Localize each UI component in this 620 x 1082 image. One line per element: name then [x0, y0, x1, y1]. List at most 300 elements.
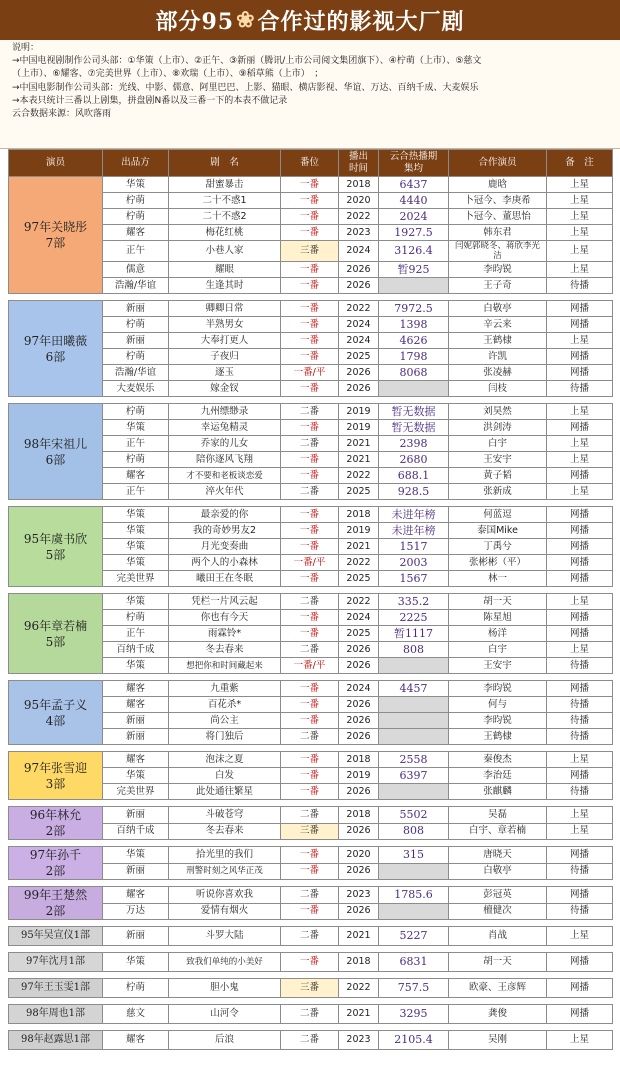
actor-cell: 97年王玉雯1部: [9, 979, 103, 998]
rank-cell: 一番: [281, 768, 339, 784]
header-year-l1: 播出: [348, 151, 368, 162]
note-cell: 上星: [547, 177, 613, 193]
costar-cell: 闫枝: [449, 381, 547, 397]
notes-block: [0, 40, 620, 149]
rank-cell: 一番: [281, 262, 339, 278]
costar-cell: 白宇: [449, 436, 547, 452]
flower-icon: ❀: [236, 7, 256, 33]
note-cell: 上星: [547, 927, 613, 946]
costar-cell: 张麒麟: [449, 784, 547, 800]
company-cell: 柠萌: [103, 404, 169, 420]
heat-cell: [379, 381, 449, 397]
costar-cell: 许凯: [449, 349, 547, 365]
rank-cell: 一番: [281, 420, 339, 436]
note-cell: 上星: [547, 193, 613, 209]
header-year-l2: 时间: [348, 163, 368, 174]
company-cell: 儒意: [103, 262, 169, 278]
actor-name: 99年王楚然: [23, 888, 88, 902]
costar-cell: 丁禹兮: [449, 539, 547, 555]
heat-cell: 4440: [379, 193, 449, 209]
year-cell: 2019: [339, 768, 379, 784]
note-cell: 上星: [547, 807, 613, 824]
group-gap: [9, 1024, 613, 1031]
company-cell: 耀客: [103, 752, 169, 768]
note-cell: 上星: [547, 484, 613, 500]
note-cell: 网播: [547, 887, 613, 904]
year-cell: 2018: [339, 177, 379, 193]
note-cell: 网播: [547, 539, 613, 555]
costar-cell: 韩东君: [449, 225, 547, 241]
company-cell: 大麦娱乐: [103, 381, 169, 397]
actor-cell: [9, 404, 103, 500]
note-cell: 上星: [547, 594, 613, 610]
year-cell: 2026: [339, 784, 379, 800]
rank-cell: 一番: [281, 452, 339, 468]
rank-cell: 一番: [281, 784, 339, 800]
drama-cell: 卿卿日常: [169, 301, 281, 317]
rank-cell: 一番/平: [281, 365, 339, 381]
actor-count: 3部: [45, 776, 66, 791]
table-row: [9, 177, 613, 193]
heat-cell: 3295: [379, 1005, 449, 1024]
heat-cell: 暂925: [379, 262, 449, 278]
costar-cell: 檀健次: [449, 903, 547, 920]
heat-cell: 暂1117: [379, 626, 449, 642]
gap-cell: [9, 500, 613, 507]
costar-cell: 龚俊: [449, 1005, 547, 1024]
drama-cell: 二十不惑1: [169, 193, 281, 209]
note-cell: 上星: [547, 1031, 613, 1050]
note-cell: 网播: [547, 523, 613, 539]
drama-cell: 斗破苍穹: [169, 807, 281, 824]
rank-cell: 一番: [281, 193, 339, 209]
group-gap: [9, 294, 613, 301]
header-company: 出品方: [103, 150, 169, 177]
heat-cell: 3126.4: [379, 241, 449, 262]
year-cell: 2022: [339, 301, 379, 317]
year-cell: 2023: [339, 887, 379, 904]
rank-cell: 三番: [281, 241, 339, 262]
rank-cell: 二番: [281, 887, 339, 904]
year-cell: 2018: [339, 807, 379, 824]
heat-cell: 2024: [379, 209, 449, 225]
note-cell: 待播: [547, 863, 613, 880]
heat-cell: 335.2: [379, 594, 449, 610]
costar-cell: 卜冠今、董思怡: [449, 209, 547, 225]
year-cell: 2025: [339, 626, 379, 642]
rank-cell: 三番: [281, 979, 339, 998]
drama-cell: 想把你和时间藏起来: [169, 658, 281, 674]
drama-cell: 此处通往繁星: [169, 784, 281, 800]
drama-cell: 你也有今天: [169, 610, 281, 626]
year-cell: 2024: [339, 610, 379, 626]
drama-cell: 曦田王在冬眠: [169, 571, 281, 587]
drama-cell: 致我们单纯的小美好: [169, 953, 281, 972]
year-cell: 2019: [339, 523, 379, 539]
costar-cell: 彭冠英: [449, 887, 547, 904]
company-cell: 新丽: [103, 713, 169, 729]
gap-cell: [9, 920, 613, 927]
costar-cell: 秦俊杰: [449, 752, 547, 768]
actor-cell: [9, 752, 103, 800]
heat-cell: 808: [379, 642, 449, 658]
company-cell: 完美世界: [103, 571, 169, 587]
note-cell: 上星: [547, 262, 613, 278]
drama-cell: 后浪: [169, 1031, 281, 1050]
rank-cell: 一番: [281, 209, 339, 225]
gap-cell: [9, 840, 613, 847]
note-cell: 上星: [547, 333, 613, 349]
group-gap: [9, 745, 613, 752]
company-cell: 华策: [103, 658, 169, 674]
actor-name: 97年孙千: [29, 848, 82, 862]
note-cell: 网播: [547, 555, 613, 571]
gap-cell: [9, 946, 613, 953]
company-cell: 完美世界: [103, 784, 169, 800]
costar-cell: 白敬亭: [449, 863, 547, 880]
actor-cell: [9, 594, 103, 674]
year-cell: 2021: [339, 1005, 379, 1024]
heat-cell: 1798: [379, 349, 449, 365]
table-row: [9, 681, 613, 697]
rank-cell: 一番/平: [281, 555, 339, 571]
costar-cell: 唐晓天: [449, 847, 547, 864]
rank-cell: 一番: [281, 953, 339, 972]
note-cell: 待播: [547, 729, 613, 745]
rank-cell: 二番: [281, 729, 339, 745]
year-cell: 2026: [339, 697, 379, 713]
costar-cell: 林一: [449, 571, 547, 587]
drama-cell: 半熟男女: [169, 317, 281, 333]
group-gap: [9, 587, 613, 594]
header-costar: 合作演员: [449, 150, 547, 177]
actor-cell: [9, 887, 103, 920]
heat-cell: 2105.4: [379, 1031, 449, 1050]
table-row: [9, 953, 613, 972]
costar-cell: 王子奇: [449, 278, 547, 294]
costar-cell: 王鹤棣: [449, 729, 547, 745]
header-heat: [379, 150, 449, 177]
year-cell: 2020: [339, 847, 379, 864]
company-cell: 华策: [103, 523, 169, 539]
actor-cell: [9, 507, 103, 587]
gap-cell: [9, 800, 613, 807]
year-cell: 2026: [339, 863, 379, 880]
heat-cell: 757.5: [379, 979, 449, 998]
rank-cell: 一番: [281, 317, 339, 333]
gap-cell: [9, 397, 613, 404]
drama-cell: 陪你逐风飞翔: [169, 452, 281, 468]
table-row: [9, 887, 613, 904]
note-line: （上市）、⑥耀客、⑦完美世界（上市）、⑧欢瑞（上市）、⑨稻草熊（上市） ；: [12, 69, 324, 80]
note-cell: 待播: [547, 381, 613, 397]
actor-cell: 97年沈月1部: [9, 953, 103, 972]
header-row: [9, 150, 613, 177]
year-cell: 2026: [339, 823, 379, 840]
drama-cell: 嫁金钗: [169, 381, 281, 397]
costar-cell: 张彬彬（平）: [449, 555, 547, 571]
drama-cell: 月光变奏曲: [169, 539, 281, 555]
year-cell: 2024: [339, 681, 379, 697]
drama-cell: 刑警时刻之风华正茂: [169, 863, 281, 880]
costar-cell: 欧豪、王彦辉: [449, 979, 547, 998]
company-cell: 华策: [103, 539, 169, 555]
table-row: [9, 507, 613, 523]
year-cell: 2022: [339, 594, 379, 610]
drama-cell: 幸运兔精灵: [169, 420, 281, 436]
company-cell: 正午: [103, 484, 169, 500]
year-cell: 2022: [339, 979, 379, 998]
note-cell: 网播: [547, 365, 613, 381]
actor-cell: 98年赵露思1部: [9, 1031, 103, 1050]
costar-cell: 张新成: [449, 484, 547, 500]
costar-cell: 刘昊然: [449, 404, 547, 420]
heat-cell: 1398: [379, 317, 449, 333]
drama-cell: 泡沫之夏: [169, 752, 281, 768]
costar-cell: 李昀锐: [449, 681, 547, 697]
rank-cell: 一番: [281, 697, 339, 713]
costar-cell: 闫妮郭晓冬、蒋欣李光洁: [449, 241, 547, 262]
company-cell: 柠萌: [103, 452, 169, 468]
heat-cell: 6397: [379, 768, 449, 784]
note-cell: 待播: [547, 903, 613, 920]
company-cell: 百纳千成: [103, 823, 169, 840]
year-cell: 2026: [339, 262, 379, 278]
drama-cell: 凭栏一片风云起: [169, 594, 281, 610]
company-cell: 华策: [103, 177, 169, 193]
company-cell: 华策: [103, 847, 169, 864]
note-cell: 上星: [547, 823, 613, 840]
heat-cell: 2680: [379, 452, 449, 468]
heat-cell: 1567: [379, 571, 449, 587]
actor-name: 95年虞书欣: [23, 531, 88, 546]
heat-cell: [379, 713, 449, 729]
rank-cell: 一番: [281, 381, 339, 397]
drama-cell: 逐玉: [169, 365, 281, 381]
note-cell: 待播: [547, 713, 613, 729]
rank-cell: 二番: [281, 404, 339, 420]
rank-cell: 一番: [281, 278, 339, 294]
heat-cell: [379, 729, 449, 745]
header-drama: 剧 名: [169, 150, 281, 177]
heat-cell: [379, 697, 449, 713]
rank-cell: 二番: [281, 1031, 339, 1050]
header-note: 备 注: [547, 150, 613, 177]
heat-cell: 暂无数据: [379, 404, 449, 420]
page-title: [0, 0, 620, 40]
drama-cell: 乔家的儿女: [169, 436, 281, 452]
company-cell: 耀客: [103, 697, 169, 713]
year-cell: 2019: [339, 404, 379, 420]
heat-cell: [379, 278, 449, 294]
rank-cell: 一番: [281, 863, 339, 880]
company-cell: 柠萌: [103, 317, 169, 333]
year-cell: 2019: [339, 420, 379, 436]
costar-cell: 王安宇: [449, 452, 547, 468]
group-gap: [9, 500, 613, 507]
company-cell: 新丽: [103, 863, 169, 880]
actor-count: 6部: [45, 452, 66, 467]
company-cell: 耀客: [103, 225, 169, 241]
year-cell: 2018: [339, 752, 379, 768]
year-cell: 2021: [339, 927, 379, 946]
company-cell: 慈文: [103, 1005, 169, 1024]
costar-cell: 李治廷: [449, 768, 547, 784]
table-row: [9, 807, 613, 824]
year-cell: 2024: [339, 333, 379, 349]
heat-cell: 2398: [379, 436, 449, 452]
costar-cell: 鹿晗: [449, 177, 547, 193]
group-gap: [9, 880, 613, 887]
costar-cell: 吴刚: [449, 1031, 547, 1050]
note-cell: 网播: [547, 953, 613, 972]
company-cell: 华策: [103, 594, 169, 610]
year-cell: 2023: [339, 1031, 379, 1050]
table-row: [9, 404, 613, 420]
year-cell: 2026: [339, 642, 379, 658]
actor-count: 6部: [45, 349, 66, 364]
year-cell: 2026: [339, 729, 379, 745]
drama-cell: 斗罗大陆: [169, 927, 281, 946]
gap-cell: [9, 1024, 613, 1031]
table-row: [9, 1005, 613, 1024]
note-line: →中国电影制作公司头部：光线、中影、儒意、阿里巴巴、上影、猫眼、横店影视、华谊、万达、百纳千成、大麦娱乐: [12, 82, 479, 93]
rank-cell: 二番: [281, 642, 339, 658]
heat-cell: 1927.5: [379, 225, 449, 241]
drama-cell: 胆小鬼: [169, 979, 281, 998]
heat-cell: [379, 903, 449, 920]
note-cell: 上星: [547, 209, 613, 225]
year-cell: 2025: [339, 571, 379, 587]
heat-cell: [379, 784, 449, 800]
year-cell: 2026: [339, 381, 379, 397]
title-right: 合作过的影视大厂剧: [257, 8, 465, 35]
group-gap: [9, 946, 613, 953]
rank-cell: 二番: [281, 484, 339, 500]
table-row: [9, 979, 613, 998]
costar-cell: 卜冠今、李庚希: [449, 193, 547, 209]
company-cell: 耀客: [103, 1031, 169, 1050]
company-cell: 浩瀚/华谊: [103, 365, 169, 381]
heat-cell: 2225: [379, 610, 449, 626]
table-row: [9, 752, 613, 768]
note-cell: 上星: [547, 241, 613, 262]
actor-cell: [9, 177, 103, 294]
company-cell: 柠萌: [103, 193, 169, 209]
costar-cell: 何蓝逗: [449, 507, 547, 523]
drama-cell: 冬去春来: [169, 823, 281, 840]
actor-cell: [9, 301, 103, 397]
heat-cell: 5502: [379, 807, 449, 824]
header-heat-l1: 云合热播期: [389, 151, 438, 162]
header-year: [339, 150, 379, 177]
drama-cell: 耀眼: [169, 262, 281, 278]
heat-cell: 4626: [379, 333, 449, 349]
rank-cell: 二番: [281, 807, 339, 824]
company-cell: 耀客: [103, 681, 169, 697]
drama-cell: 淬火年代: [169, 484, 281, 500]
heat-cell: 315: [379, 847, 449, 864]
year-cell: 2026: [339, 903, 379, 920]
actor-cell: [9, 681, 103, 745]
year-cell: 2018: [339, 507, 379, 523]
actor-name: 97年关晓彤: [23, 220, 88, 234]
costar-cell: 黄子韬: [449, 468, 547, 484]
drama-cell: 甜蜜暴击: [169, 177, 281, 193]
year-cell: 2026: [339, 658, 379, 674]
actor-count: 7部: [45, 236, 66, 250]
heat-cell: 6437: [379, 177, 449, 193]
rank-cell: 一番: [281, 301, 339, 317]
company-cell: 柠萌: [103, 209, 169, 225]
note-line: 云合数据来源：风吹落雨: [12, 109, 112, 120]
actor-count: 4部: [45, 713, 66, 728]
drama-cell: 山河令: [169, 1005, 281, 1024]
actor-cell: [9, 807, 103, 840]
rank-cell: 一番: [281, 333, 339, 349]
note-cell: 上星: [547, 404, 613, 420]
heat-cell: 808: [379, 823, 449, 840]
rank-cell: 一番: [281, 225, 339, 241]
rank-cell: 二番: [281, 1005, 339, 1024]
company-cell: 正午: [103, 436, 169, 452]
rank-cell: 一番: [281, 539, 339, 555]
year-cell: 2020: [339, 193, 379, 209]
heat-cell: 8068: [379, 365, 449, 381]
note-line: →中国电视剧制作公司头部：①华策（上市）、②正午、③新丽（腾讯/上市公司阅文集团旗下）、④柠萌（上市）、⑤慈文: [12, 56, 482, 67]
company-cell: 新丽: [103, 807, 169, 824]
gap-cell: [9, 674, 613, 681]
note-cell: 上星: [547, 436, 613, 452]
company-cell: 耀客: [103, 468, 169, 484]
group-gap: [9, 972, 613, 979]
actor-cell: 98年周也1部: [9, 1005, 103, 1024]
note-cell: 待播: [547, 658, 613, 674]
group-gap: [9, 840, 613, 847]
company-cell: 柠萌: [103, 349, 169, 365]
note-cell: 网播: [547, 1005, 613, 1024]
drama-cell: 九州缥缈录: [169, 404, 281, 420]
heat-cell: 未进年榜: [379, 523, 449, 539]
note-cell: 网播: [547, 468, 613, 484]
drama-cell: 大奉打更人: [169, 333, 281, 349]
drama-cell: 爱情有烟火: [169, 903, 281, 920]
costar-cell: 吴磊: [449, 807, 547, 824]
costar-cell: 何与: [449, 697, 547, 713]
year-cell: 2024: [339, 317, 379, 333]
note-cell: 待播: [547, 784, 613, 800]
group-gap: [9, 800, 613, 807]
drama-cell: 子夜归: [169, 349, 281, 365]
heat-cell: 928.5: [379, 484, 449, 500]
note-cell: 网播: [547, 571, 613, 587]
drama-cell: 生逢其时: [169, 278, 281, 294]
year-cell: 2021: [339, 539, 379, 555]
drama-cell: 九重紫: [169, 681, 281, 697]
heat-cell: 暂无数据: [379, 420, 449, 436]
year-cell: 2024: [339, 241, 379, 262]
note-cell: 网播: [547, 301, 613, 317]
drama-cell: 梅花红桃: [169, 225, 281, 241]
rank-cell: 一番: [281, 752, 339, 768]
rank-cell: 一番/平: [281, 658, 339, 674]
heat-cell: 4457: [379, 681, 449, 697]
rank-cell: 一番: [281, 349, 339, 365]
company-cell: 浩瀚/华谊: [103, 278, 169, 294]
note-cell: 上星: [547, 452, 613, 468]
note-cell: 网播: [547, 626, 613, 642]
drama-cell: 百花杀*: [169, 697, 281, 713]
